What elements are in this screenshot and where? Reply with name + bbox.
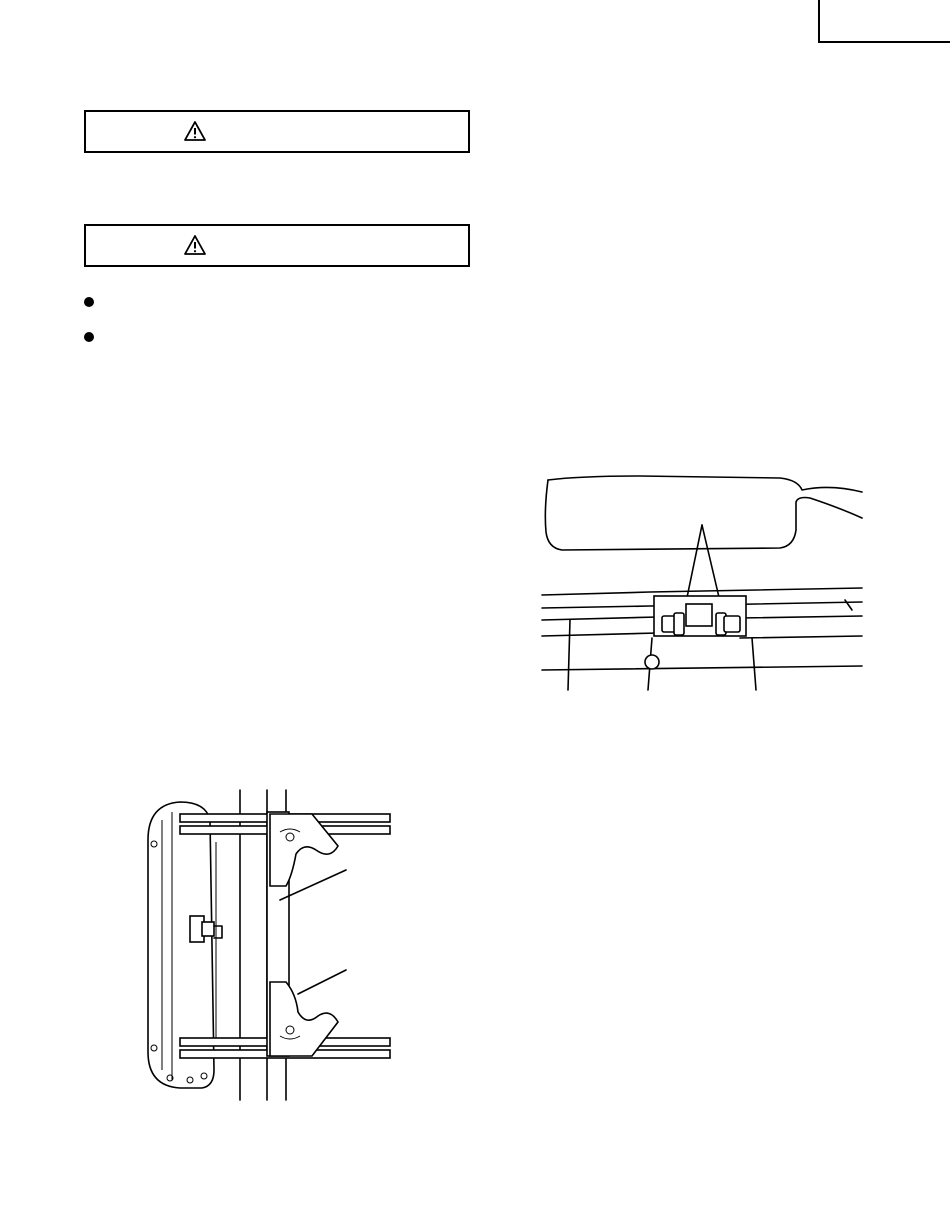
page-corner-tab <box>818 0 950 43</box>
rail-bracket-illustration <box>140 790 400 1105</box>
warning-triangle-icon <box>184 235 206 255</box>
warning-box-2 <box>84 224 470 267</box>
bullet-dot-icon <box>84 297 94 307</box>
hinge-bolts-illustration <box>540 470 870 695</box>
warning-triangle-icon <box>184 121 206 141</box>
warning-box-1 <box>84 110 470 153</box>
bullet-dot-icon <box>84 332 94 342</box>
